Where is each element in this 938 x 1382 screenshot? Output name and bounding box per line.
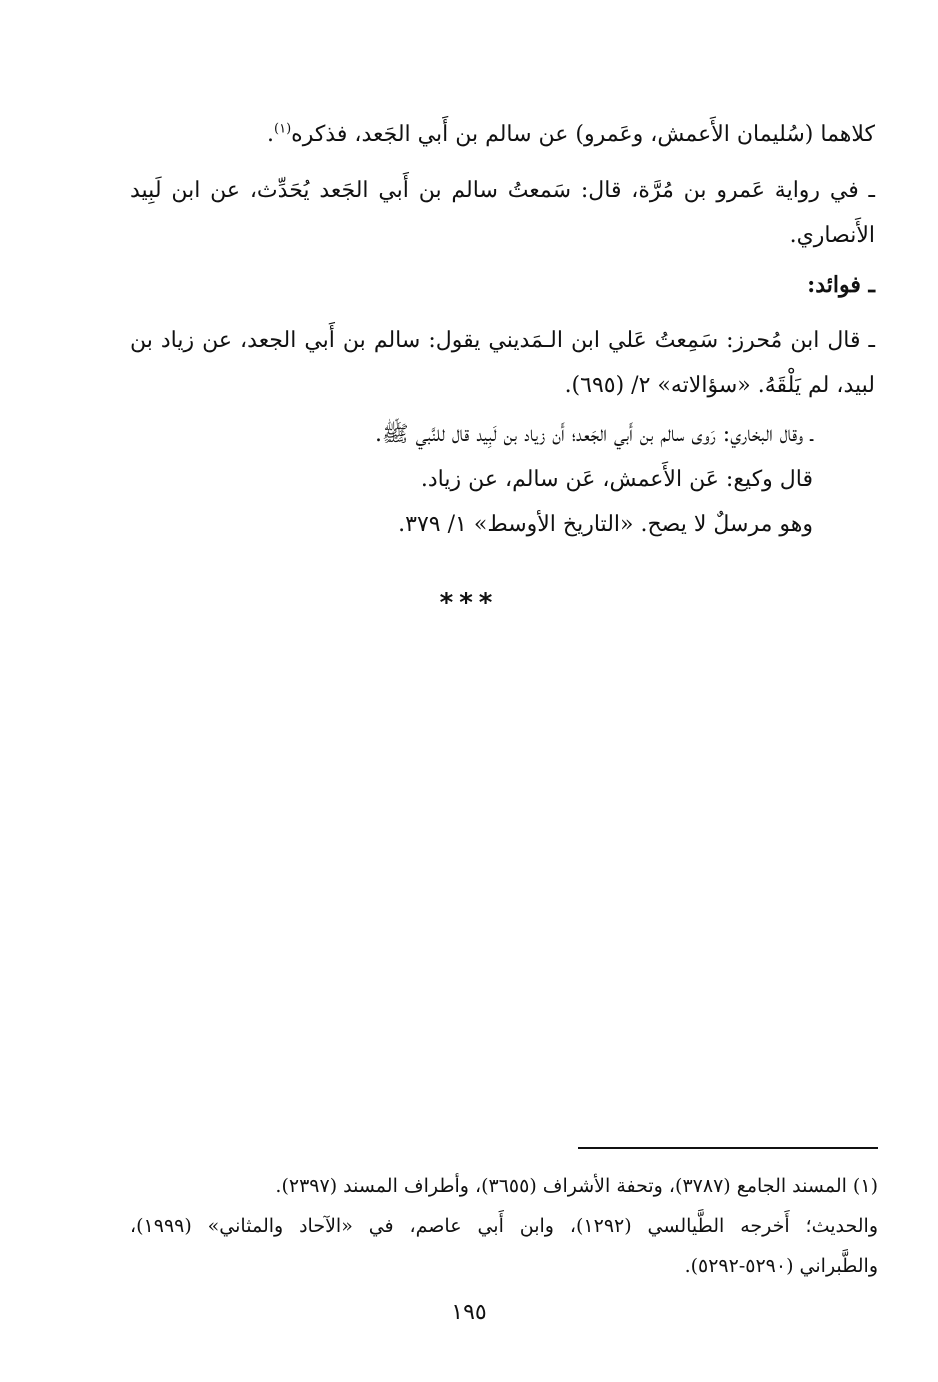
text-line-6: لبيد، لم يَلْقَهُ. «سؤالاته» ٢/ (٦٩٥). (564, 373, 875, 398)
section-separator: *** (439, 588, 499, 618)
text-line-8: قال وكيع: عَن الأَعمش، عَن سالم، عن زياد. (420, 467, 813, 492)
benefits-heading-block (130, 263, 875, 308)
footnote-1: (١) المسند الجامع (٣٧٨٧)، وتحفة الأشراف (٣٦٥٥)، وأطراف المسند (٢٣٩٧). (275, 1175, 878, 1197)
ibn-muhriz-block (130, 318, 875, 408)
text-line-5: ـ قال ابن مُحرز: سَمِعتُ عَلي ابن الـمَديني يقول: سالم بن أَبي الجعد، عن زياد بن (130, 328, 875, 353)
footnotes (130, 1166, 878, 1286)
benefits-heading: ـ فوائد: (807, 272, 875, 298)
text-line-1: كلاهما (سُليمان الأَعمش، وعَمرو) عن سالم بن أَبي الجَعد، فذكره$^{(١)}$. (267, 121, 875, 147)
bukhari-block (130, 412, 875, 547)
footnote-ref[interactable]: (١) (274, 121, 292, 137)
text-line-3: الأَنصاري. (789, 223, 875, 248)
page-number: ١٩٥ (451, 1300, 487, 1325)
text-line-7: ـ وقال البخاري: رَوى سالم بن أَبي الجَعد؛ أَن زياد بن لَبِيد قال للنَّبي ﷺ. (375, 422, 813, 447)
text-line-9: وهو مرسلٌ لا يصح. «التاريخ الأوسط» ١/ ٣٧٩. (398, 512, 813, 537)
footnote-1-continuation: والحديث؛ أَخرجه الطَّيالسي (١٢٩٢)، وابن أَبي عاصم، في «الآحاد والمثاني» (١٩٩٩)، (130, 1215, 878, 1237)
footnote-divider (578, 1147, 878, 1149)
text-line-2: ـ في رواية عَمرو بن مُرَّة، قال: سَمعتُ سالم بن أَبي الجَعد يُحَدِّث، عن ابن لَبِيد (130, 178, 875, 203)
narration-block (130, 168, 875, 258)
footnote-1-end: والطَّبراني (٥٢٩٠-٥٢٩٢). (684, 1255, 878, 1277)
main-text (130, 112, 875, 157)
